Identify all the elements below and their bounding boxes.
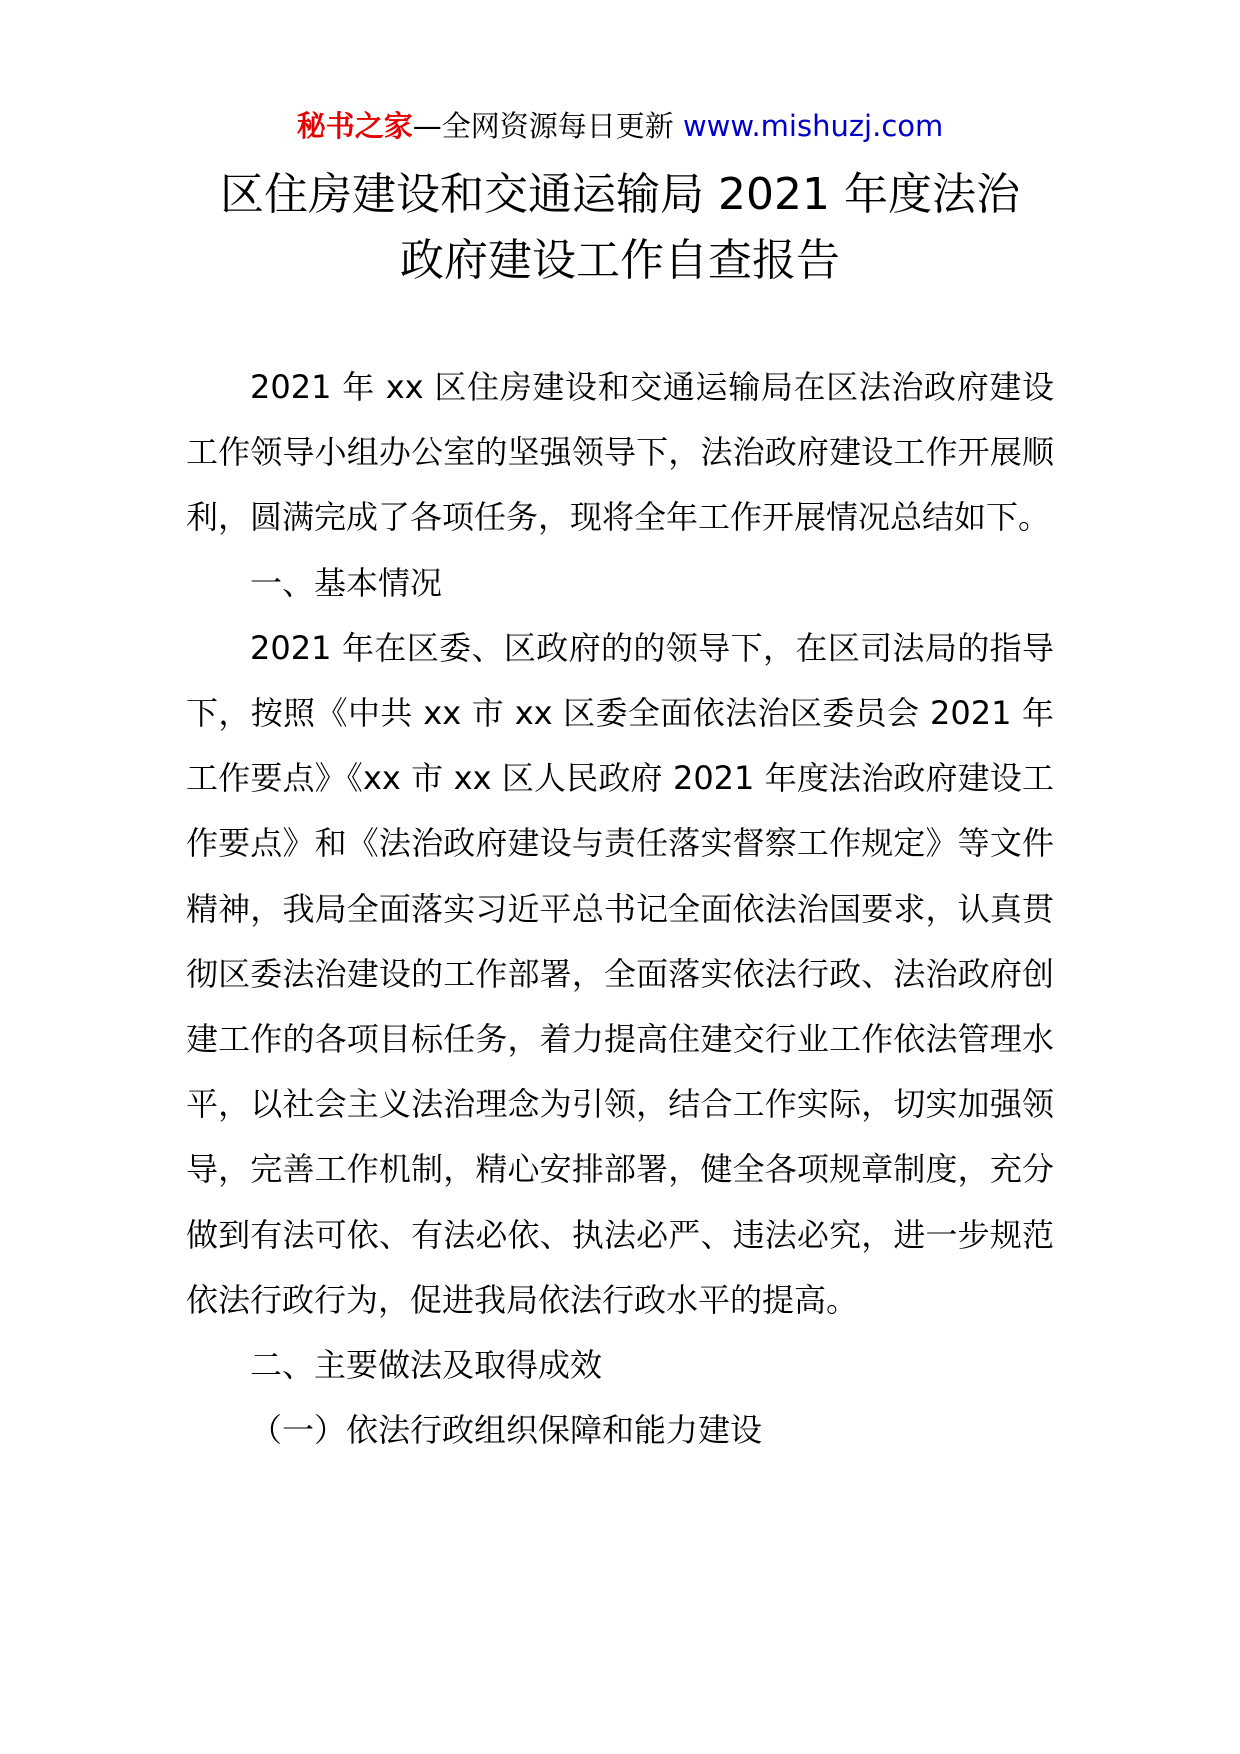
site-banner [0,104,1240,148]
site-brand: 秘书之家 [296,109,413,143]
section-heading-measures: 二、主要做法及取得成效 [250,1346,603,1385]
document-title [0,162,1240,294]
document-body [186,355,1054,1463]
subsection-heading-1: （一）依法行政组织保障和能力建设 [250,1411,763,1450]
title-line-1: 区住房建设和交通运输局 2021 年度法治 [220,169,1020,220]
site-url-link[interactable]: www.mishuzj.com [682,109,944,143]
intro-paragraph: 2021 年 xx 区住房建设和交通运输局在区法治政府建设工作领导小组办公室的坚强领导下，法治政府建设工作开展顺利，圆满完成了各项任务，现将全年工作开展情况总结如下。 [186,368,1054,537]
site-tagline: —全网资源每日更新 [412,109,674,143]
title-line-2: 政府建设工作自查报告 [400,235,840,286]
section-heading-basic: 一、基本情况 [250,563,443,602]
basic-situation-paragraph: 2021 年在区委、区政府的的领导下，在区司法局的指导下，按照《中共 xx 市 xx 区委全面依法治区委员会 2021 年工作要点》《xx 市 xx 区人民政府 2021 年度法治政府建设工作要点》和《法治政府建设与责任落实督察工作规定》等文件精神，我局全面落实习近平总书记全面依法治国要求，认真贯彻区委法治建设的工作部署，全面落实依法行政、法治政府创建工作的各项目标任务，着力提高住建交行业工作依法管理水平，以社会主义法治理念为引领，结合工作实际，切实加强领导，完善工作机制，精心安排部署，健全各项规章制度，充分做到有法可依、有法必依、执法必严、违法必究，进一步规范依法行政行为，促进我局依法行政水平的提高。 [186,628,1054,1319]
